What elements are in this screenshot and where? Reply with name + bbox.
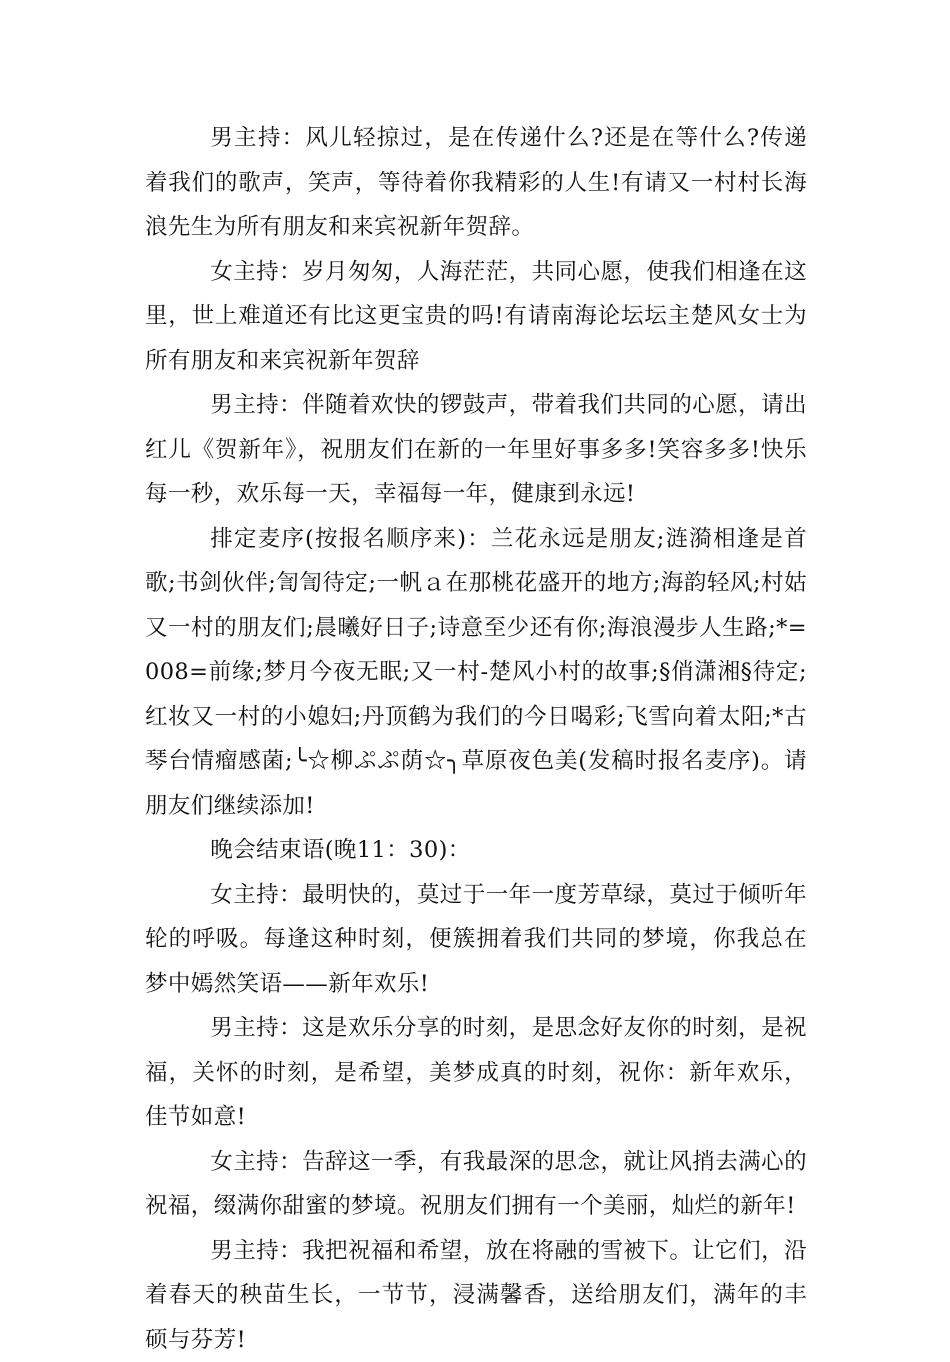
document-body — [145, 116, 807, 1362]
paragraph-female-host-closing-1: 女主持：最明快的，莫过于一年一度芳草绿，莫过于倾听年轮的呼吸。每逢这种时刻，便簇拥着我们共同的梦境，你我总在梦中嫣然笑语——新年欢乐! — [145, 873, 807, 1007]
paragraph-male-host-song-intro: 男主持：伴随着欢快的锣鼓声，带着我们共同的心愿，请出红儿《贺新年》，祝朋友们在新的一年里好事多多!笑容多多!快乐每一秒，欢乐每一天，幸福每一年，健康到永远! — [145, 383, 807, 517]
paragraph-female-host-new-year-message: 女主持：岁月匆匆，人海茫茫，共同心愿，使我们相逢在这里，世上难道还有比这更宝贵的吗!有请南海论坛坛主楚风女士为所有朋友和来宾祝新年贺辞 — [145, 250, 807, 384]
paragraph-male-host-closing-2: 男主持：我把祝福和希望，放在将融的雪被下。让它们，沿着春天的秧苗生长，一节节，浸满馨香，送给朋友们，满年的丰硕与芬芳! — [145, 1229, 807, 1362]
paragraph-female-host-closing-2: 女主持：告辞这一季，有我最深的思念，就让风捎去满心的祝福，缀满你甜蜜的梦境。祝朋友们拥有一个美丽，灿烂的新年! — [145, 1140, 807, 1229]
paragraph-male-host-new-year-message: 男主持：风儿轻掠过，是在传递什么?还是在等什么?传递着我们的歌声，笑声，等待着你我精彩的人生!有请又一村村长海浪先生为所有朋友和来宾祝新年贺辞。 — [145, 116, 807, 250]
paragraph-closing-heading: 晚会结束语(晚11：30)： — [145, 828, 807, 873]
paragraph-male-host-closing-1: 男主持：这是欢乐分享的时刻，是思念好友你的时刻，是祝福，关怀的时刻，是希望，美梦成真的时刻，祝你：新年欢乐，佳节如意! — [145, 1006, 807, 1140]
paragraph-mic-order-list: 排定麦序(按报名顺序来)：兰花永远是朋友;涟漪相逢是首歌;书剑伙伴;訇訇待定;一帆ａ在那桃花盛开的地方;海韵轻风;村姑又一村的朋友们;晨曦好日子;诗意至少还有你;海浪漫步人生路;*=008=前缘;梦月今夜无眠;又一村-楚风小村的故事;§俏潇湘§待定;红妆又一村的小媳妇;丹顶鹤为我们的今日喝彩;飞雪向着太阳;*古琴台情瘤感菌;╰☆柳ぷぷ荫☆╮草原夜色美(发稿时报名麦序)。请朋友们继续添加! — [145, 517, 807, 829]
